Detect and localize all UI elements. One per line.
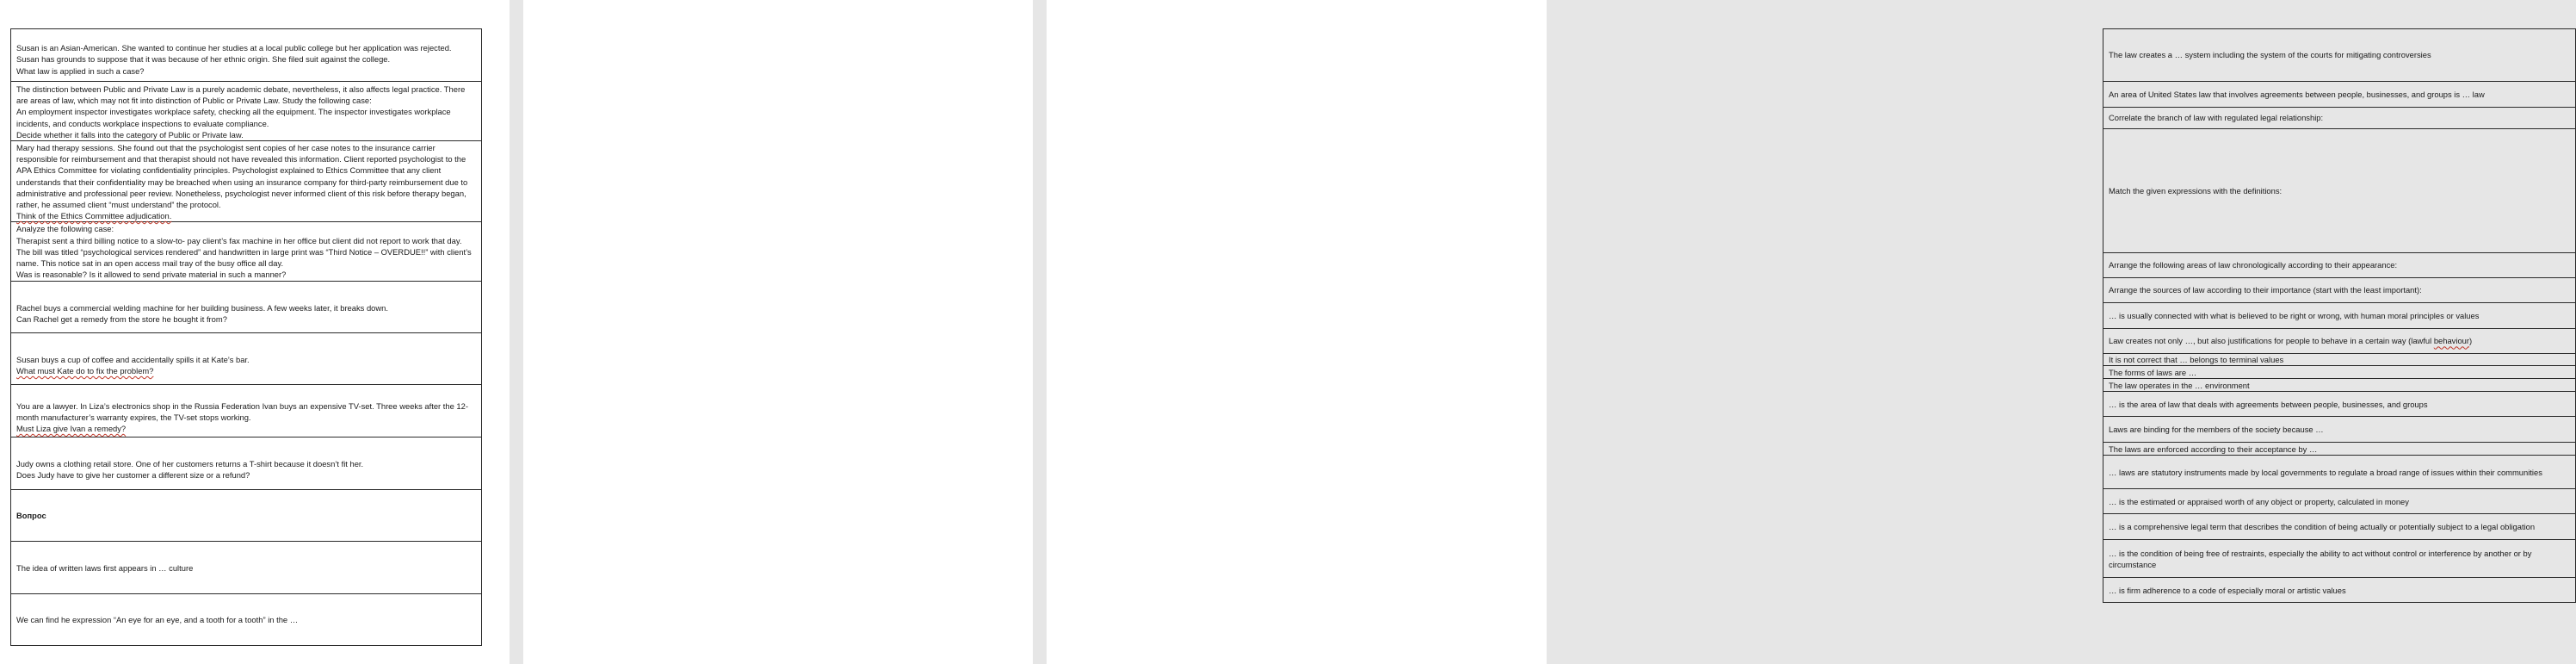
table-cell[interactable] (2103, 354, 2576, 366)
cell-text: The laws are enforced according to their acceptance by … (2109, 444, 2318, 454)
table-row (2103, 29, 2576, 82)
cell-text: Susan buys a cup of coffee and accidentally spills it at Kate’s bar. (16, 354, 250, 364)
table-cell[interactable] (11, 437, 482, 490)
table-cell[interactable] (2103, 278, 2576, 303)
table-row (2103, 366, 2576, 379)
cell-text: The law creates a … system including the system of the courts for mitigating controversies (2109, 50, 2431, 60)
table-cell[interactable] (2103, 417, 2576, 443)
table-cell[interactable] (2103, 392, 2576, 417)
cell-text: Match the given expressions with the definitions: (2109, 185, 2283, 195)
question-table-3 (2103, 28, 2576, 603)
table-row (2103, 108, 2576, 129)
cell-text: Susan is an Asian-American. She wanted to continue her studies at a local public college but her application was rejected. Susan has grounds to suppose that it was because of her ethnic origin. She filed suit against the college. What law is applied in such a case? (16, 43, 452, 76)
cell-text: Laws are binding for the members of the society because … (2109, 425, 2324, 435)
table-cell[interactable] (2103, 366, 2576, 379)
cell-text: Judy owns a clothing retail store. One of her customers returns a T-shirt because it doesn’t fit her. Does Judy have to give her customer a different size or a refund? (16, 459, 364, 481)
table-cell[interactable] (11, 82, 482, 141)
table-cell[interactable] (2103, 578, 2576, 603)
cell-text: The idea of written laws first appears in … culture (16, 562, 194, 573)
document-page-1 (0, 0, 510, 664)
table-row (2103, 354, 2576, 366)
cell-text: Law creates not only …, but also justifications for people to behave in a certain way (lawful (2109, 336, 2434, 346)
table-row (11, 490, 482, 542)
table-cell[interactable] (11, 385, 482, 437)
table-row (2103, 129, 2576, 253)
table-cell[interactable] (2103, 82, 2576, 108)
cell-text: Correlate the branch of law with regulated legal relationship: (2109, 113, 2324, 123)
table-cell[interactable] (11, 282, 482, 333)
cell-text: Mary had therapy sessions. She found out that the psychologist sent copies of her case notes to the insurance carrier responsible for reimbursement and that therapist should not have revealed this information. Client reported psychologist to the APA Ethics Committee for violating confidentiality principles. Psychologist explained to Ethics Committee that any client understands that their confidentiality may be breached when using an insurance company for third-party reimbursement due to administrative and professional peer review. Nonetheless, psychologist never informed client of this risk before therapy began, rather, he assumed client “must understand” the protocol. (16, 143, 468, 210)
cell-text: The distinction between Public and Private Law is a purely academic debate, nevertheless, it also affects legal practice. There are areas of law, which may not fit into distinction of Public or Private Law. Study the following case: An employment inspector investigates workplace safety, checking all the equipment. The inspector investigates workplace incidents, and conducts workplace inspections to evaluate compliance. Decide whether it falls into the category of Public or Private law. (16, 84, 466, 140)
table-row (2103, 443, 2576, 456)
cell-text: Arrange the following areas of law chronologically according to their appearance: (2109, 260, 2398, 270)
cell-text: … is firm adherence to a code of especially moral or artistic values (2109, 585, 2346, 595)
table-cell[interactable] (11, 594, 482, 646)
table-cell[interactable] (2103, 489, 2576, 514)
document-page-2 (523, 0, 1033, 664)
cell-text-squiggled: Must Liza give Ivan a remedy? (16, 424, 127, 434)
table-row (11, 141, 482, 222)
table-row (11, 437, 482, 490)
table-row (11, 222, 482, 282)
cell-text: It is not correct that … belongs to terminal values (2109, 355, 2284, 364)
table-cell[interactable] (2103, 303, 2576, 329)
table-cell[interactable] (2103, 443, 2576, 456)
cell-text: … laws are statutory instruments made by local governments to regulate a broad range of issues within their communities (2109, 467, 2542, 477)
table-row (11, 282, 482, 333)
table-cell[interactable] (2103, 108, 2576, 129)
cell-text-squiggled: What must Kate do to fix the problem? (16, 365, 154, 375)
cell-text: … is usually connected with what is believed to be right or wrong, with human moral principles or values (2109, 310, 2480, 320)
table-cell[interactable] (2103, 379, 2576, 392)
cell-text: … is the condition of being free of restraints, especially the ability to act without control or interference by another or by circumstance (2109, 548, 2532, 569)
cell-text: The law operates in the … environment (2109, 380, 2250, 390)
table-cell[interactable] (11, 490, 482, 542)
cell-text-squiggled: Think of the Ethics Committee adjudication. (16, 211, 172, 221)
table-cell[interactable] (2103, 253, 2576, 278)
table-row (2103, 82, 2576, 108)
table-cell[interactable] (2103, 514, 2576, 540)
table-row (11, 542, 482, 594)
table-row (2103, 329, 2576, 354)
table-row (2103, 303, 2576, 329)
table-row (2103, 253, 2576, 278)
table-cell[interactable] (2103, 456, 2576, 489)
table-row (2103, 489, 2576, 514)
table-cell[interactable] (2103, 129, 2576, 253)
cell-text: … is the area of law that deals with agreements between people, businesses, and groups (2109, 399, 2428, 409)
cell-text: … is a comprehensive legal term that describes the condition of being actually or potentially subject to a legal obligation (2109, 522, 2536, 532)
question-table-1 (10, 28, 482, 646)
table-row (11, 333, 482, 385)
table-cell[interactable] (11, 141, 482, 222)
table-row (2103, 392, 2576, 417)
table-row (2103, 578, 2576, 603)
cell-text: Arrange the sources of law according to their importance (start with the least important): (2109, 285, 2422, 295)
table-cell[interactable] (2103, 329, 2576, 354)
table-row (2103, 514, 2576, 540)
document-page-3 (1047, 0, 2542, 664)
table-cell[interactable] (11, 542, 482, 594)
cell-text: The forms of laws are … (2109, 367, 2197, 377)
table-row (2103, 278, 2576, 303)
cell-text: Rachel buys a commercial welding machine for her building business. A few weeks later, it breaks down. Can Rachel get a remedy from the store he bought it from? (16, 302, 388, 324)
table-cell[interactable] (2103, 29, 2576, 82)
cell-text: Analyze the following case: Therapist sent a third billing notice to a slow-to- pay client’s fax machine in her office but client did not report to work that day. The bill was titled “psychological services rendered” and handwritten in large print was “Third Notice – OVERDUE!!” with client’s name. This notice sat in an open access mail tray of the busy office all day. Was is reasonable? Is it allowed to send private material in such a manner? (16, 224, 472, 280)
table-row (11, 594, 482, 646)
table-cell[interactable] (11, 222, 482, 282)
cell-text: An area of United States law that involves agreements between people, businesses, and groups is … law (2109, 89, 2485, 99)
table-row (2103, 417, 2576, 443)
table-row (11, 29, 482, 82)
table-row (2103, 456, 2576, 489)
table-row (2103, 379, 2576, 392)
cell-text-squiggled: behaviour (2433, 336, 2469, 346)
table-row (11, 385, 482, 437)
table-row (11, 82, 482, 141)
cell-text: … is the estimated or appraised worth of any object or property, calculated in money (2109, 496, 2409, 506)
cell-text: You are a lawyer. In Liza’s electronics shop in the Russia Federation Ivan buys an expensive TV-set. Three weeks after the 12-month manufacturer’s warranty expires, the TV-set stops working. (16, 400, 468, 422)
table-cell[interactable] (11, 29, 482, 82)
table-row (2103, 540, 2576, 578)
cell-text: Вопрос (16, 511, 46, 521)
cell-text: We can find he expression “An eye for an eye, and a tooth for a tooth” in the … (16, 615, 299, 625)
table-cell[interactable] (2103, 540, 2576, 578)
table-cell[interactable] (11, 333, 482, 385)
cell-text-suffix: ) (2469, 336, 2473, 346)
